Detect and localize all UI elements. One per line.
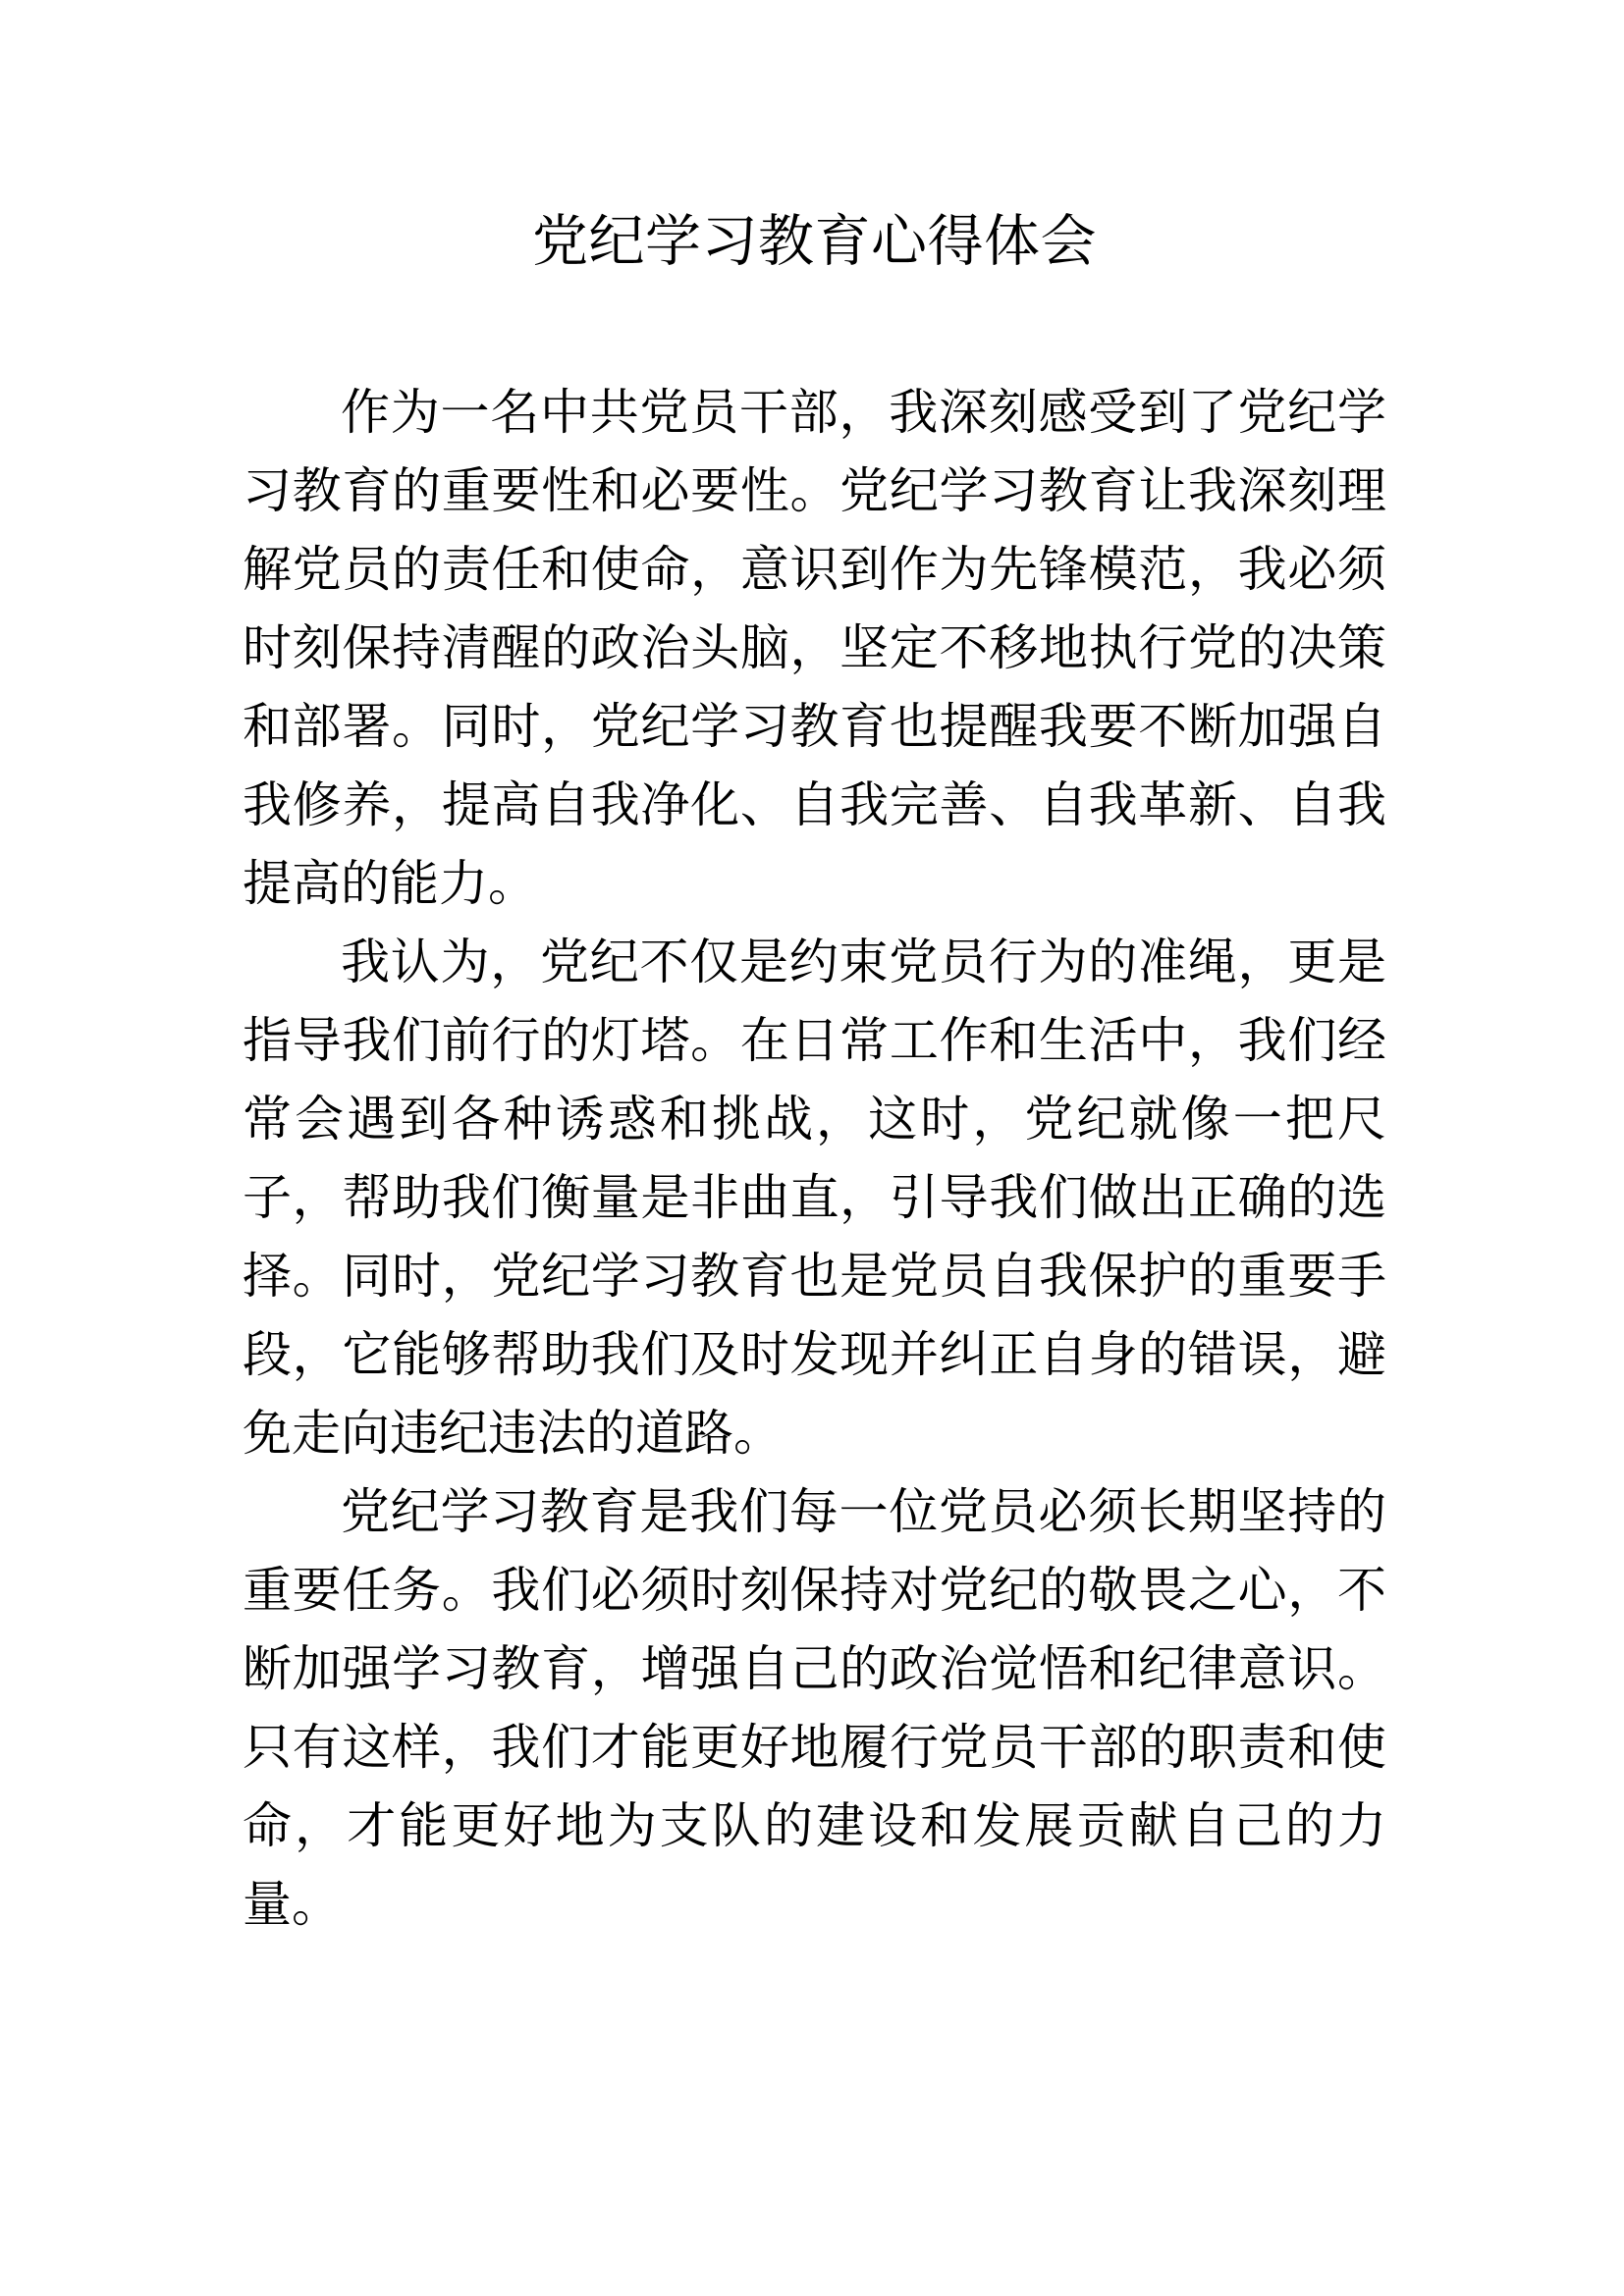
body-paragraph: 我认为，党纪不仅是约束党员行为的准绳，更是指导我们前行的灯塔。在日常工作和生活中，我们经常会遇到各种诱惑和挑战，这时，党纪就像一把尺子，帮助我们衡量是非曲直，引导我们做出正确的选择。同时，党纪学习教育也是党员自我保护的重要手段，它能够帮助我们及时发现并纠正自身的错误，避免走向违纪违法的道路。 — [243, 934, 1386, 1461]
body-paragraph: 作为一名中共党员干部，我深刻感受到了党纪学习教育的重要性和必要性。党纪学习教育让我深刻理解党员的责任和使命，意识到作为先锋模范，我必须时刻保持清醒的政治头脑，坚定不移地执行党的决策和部署。同时，党纪学习教育也提醒我要不断加强自我修养，提高自我净化、自我完善、自我革新、自我提高的能力。 — [243, 385, 1386, 911]
body-paragraph: 党纪学习教育是我们每一位党员必须长期坚持的重要任务。我们必须时刻保持对党纪的敬畏之心，不断加强学习教育，增强自己的政治觉悟和纪律意识。只有这样，我们才能更好地履行党员干部的职责和使命，才能更好地为支队的建设和发展贡献自己的力量。 — [243, 1484, 1386, 1932]
page-title: 党纪学习教育心得体会 — [532, 210, 1097, 273]
document-paragraphs — [243, 373, 1386, 1944]
document-body — [243, 0, 1386, 1944]
